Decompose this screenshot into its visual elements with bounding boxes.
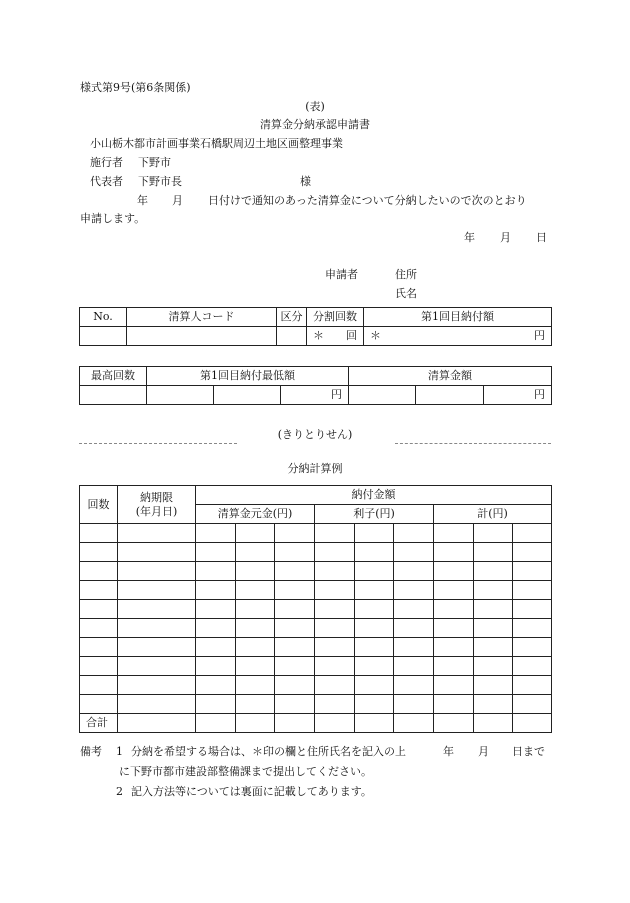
- count-cell[interactable]: [80, 562, 118, 581]
- total-amount-cell[interactable]: [355, 714, 394, 733]
- amount-cell[interactable]: [275, 657, 315, 676]
- date-month: 月: [500, 231, 511, 244]
- note-2-number: 2: [116, 785, 123, 798]
- due-date-cell[interactable]: [118, 581, 196, 600]
- amount-cell[interactable]: [474, 657, 513, 676]
- note-1-month: 月: [478, 745, 489, 758]
- count-cell[interactable]: [80, 619, 118, 638]
- total-amount-cell[interactable]: [236, 714, 275, 733]
- count-cell[interactable]: [80, 695, 118, 714]
- amount-cell[interactable]: [394, 562, 434, 581]
- due-date-cell[interactable]: [118, 619, 196, 638]
- count-cell[interactable]: [80, 581, 118, 600]
- due-date-cell[interactable]: [118, 524, 196, 543]
- applicant-label: 申請者: [325, 268, 358, 281]
- calc-row: [80, 562, 552, 581]
- amount-cell[interactable]: [275, 524, 315, 543]
- amount-cell[interactable]: [315, 695, 355, 714]
- page-title: 清算金分納承認申請書: [260, 118, 370, 131]
- amount-cell[interactable]: [434, 695, 474, 714]
- amount-cell[interactable]: [236, 638, 275, 657]
- amount-cell[interactable]: [355, 676, 394, 695]
- asterisk-mark: ＊: [313, 329, 324, 342]
- header-due-date-line1: 納期限: [140, 490, 173, 504]
- amount-cell[interactable]: [474, 543, 513, 562]
- amount-cell[interactable]: [315, 638, 355, 657]
- applicant-address-label: 住所: [395, 268, 417, 281]
- amount-cell[interactable]: [513, 638, 552, 657]
- amount-cell[interactable]: [236, 619, 275, 638]
- amount-cell[interactable]: [236, 524, 275, 543]
- amount-cell[interactable]: [474, 562, 513, 581]
- calc-row: [80, 676, 552, 695]
- total-amount-cell[interactable]: [196, 714, 236, 733]
- date-day: 日: [536, 231, 547, 244]
- amount-cell[interactable]: [355, 581, 394, 600]
- amount-cell[interactable]: [434, 638, 474, 657]
- header-total: 計(円): [434, 505, 552, 524]
- header-count: 回数: [80, 486, 118, 524]
- header-code: 清算人コード: [127, 308, 277, 327]
- count-cell[interactable]: [80, 600, 118, 619]
- amount-cell[interactable]: [196, 543, 236, 562]
- calc-row: [80, 524, 552, 543]
- amount-cell[interactable]: [513, 524, 552, 543]
- header-principal: 清算金元金(円): [196, 505, 315, 524]
- cut-line-right: [395, 443, 551, 444]
- amount-cell[interactable]: [355, 657, 394, 676]
- amount-cell[interactable]: [196, 581, 236, 600]
- cut-line-label: (きりとりせん): [277, 428, 353, 441]
- amount-cell[interactable]: [196, 676, 236, 695]
- total-amount-cell[interactable]: [434, 714, 474, 733]
- note-1-line2: に下野市都市建設部整備課まで提出してください。: [119, 765, 372, 778]
- amount-cell[interactable]: [196, 695, 236, 714]
- header-installments: 分割回数: [307, 308, 364, 327]
- amount-cell[interactable]: [434, 543, 474, 562]
- max-times-cell[interactable]: [80, 386, 147, 405]
- due-date-cell[interactable]: [118, 638, 196, 657]
- header-no: No.: [80, 308, 127, 327]
- header-due-date: [118, 486, 196, 524]
- amount-cell[interactable]: [394, 581, 434, 600]
- total-amount-cell[interactable]: [474, 714, 513, 733]
- amount-cell[interactable]: [275, 600, 315, 619]
- amount-cell[interactable]: [275, 676, 315, 695]
- amount-cell[interactable]: [196, 657, 236, 676]
- amount-cell[interactable]: [513, 562, 552, 581]
- amount-cell[interactable]: [474, 600, 513, 619]
- header-payment-amount: 納付金額: [196, 486, 552, 505]
- calc-row: [80, 638, 552, 657]
- settlement-yen-cell[interactable]: [484, 386, 552, 405]
- amount-cell[interactable]: [275, 619, 315, 638]
- amount-cell[interactable]: [513, 581, 552, 600]
- header-min-first-payment: 第1回目納付最低額: [147, 367, 349, 386]
- cut-line-left: [79, 443, 237, 444]
- due-date-cell[interactable]: [118, 543, 196, 562]
- first-payment-cell[interactable]: [364, 327, 552, 346]
- amount-cell[interactable]: [196, 619, 236, 638]
- amount-cell[interactable]: [434, 657, 474, 676]
- header-due-date-line2: (年月日): [135, 504, 178, 518]
- calc-row: [80, 600, 552, 619]
- amount-cell[interactable]: [196, 638, 236, 657]
- amount-cell[interactable]: [196, 524, 236, 543]
- amount-cell[interactable]: [513, 619, 552, 638]
- amount-cell[interactable]: [236, 600, 275, 619]
- amount-cell[interactable]: [275, 695, 315, 714]
- due-date-cell[interactable]: [118, 676, 196, 695]
- asterisk-mark: ＊: [370, 329, 381, 342]
- amount-cell[interactable]: [434, 676, 474, 695]
- total-amount-cell[interactable]: [394, 714, 434, 733]
- amount-cell[interactable]: [355, 638, 394, 657]
- due-date-cell[interactable]: [118, 600, 196, 619]
- calc-row: [80, 543, 552, 562]
- amount-cell[interactable]: [513, 657, 552, 676]
- yen-unit: 円: [534, 329, 545, 342]
- amount-cell[interactable]: [394, 695, 434, 714]
- amount-cell[interactable]: [394, 619, 434, 638]
- amount-cell[interactable]: [394, 524, 434, 543]
- total-amount-cell[interactable]: [513, 714, 552, 733]
- count-cell[interactable]: [80, 676, 118, 695]
- notice-text-line2: 申請します。: [80, 212, 146, 225]
- date-year: 年: [464, 231, 475, 244]
- calc-row: [80, 657, 552, 676]
- min-payment-digit-cell[interactable]: [147, 386, 214, 405]
- calc-row: [80, 695, 552, 714]
- times-unit: 回: [346, 329, 357, 342]
- header-first-payment: 第1回目納付額: [364, 308, 552, 327]
- amount-cell[interactable]: [355, 543, 394, 562]
- amount-cell[interactable]: [315, 562, 355, 581]
- min-payment-yen-cell[interactable]: [281, 386, 349, 405]
- no-cell[interactable]: [80, 327, 127, 346]
- amount-cell[interactable]: [513, 695, 552, 714]
- application-table: [79, 307, 552, 346]
- amount-cell[interactable]: [236, 543, 275, 562]
- amount-cell[interactable]: [275, 638, 315, 657]
- notice-month: 月: [172, 194, 183, 207]
- amount-cell[interactable]: [315, 657, 355, 676]
- representative-value: 下野市長: [138, 175, 182, 188]
- notice-text-line1: 日付けで通知のあった清算金について分納したいので次のとおり: [208, 194, 527, 207]
- amount-cell[interactable]: [513, 600, 552, 619]
- calc-example-title: 分納計算例: [287, 462, 343, 475]
- amount-cell[interactable]: [434, 581, 474, 600]
- header-max-times: 最高回数: [80, 367, 147, 386]
- header-interest: 利子(円): [315, 505, 434, 524]
- due-date-cell[interactable]: [118, 695, 196, 714]
- header-category: 区分: [277, 308, 307, 327]
- installments-cell[interactable]: [307, 327, 364, 346]
- total-amount-cell[interactable]: [315, 714, 355, 733]
- settlement-digit-cell[interactable]: [349, 386, 416, 405]
- amount-cell[interactable]: [355, 600, 394, 619]
- amount-cell[interactable]: [474, 676, 513, 695]
- amount-cell[interactable]: [236, 657, 275, 676]
- amount-cell[interactable]: [275, 543, 315, 562]
- amount-cell[interactable]: [434, 524, 474, 543]
- amount-cell[interactable]: [513, 676, 552, 695]
- total-due-cell[interactable]: [118, 714, 196, 733]
- amount-cell[interactable]: [394, 638, 434, 657]
- amount-cell[interactable]: [236, 676, 275, 695]
- calc-example-table: [79, 485, 552, 733]
- amount-cell[interactable]: [394, 657, 434, 676]
- amount-cell[interactable]: [355, 562, 394, 581]
- amount-cell[interactable]: [315, 676, 355, 695]
- settlement-digit-cell[interactable]: [416, 386, 484, 405]
- amount-cell[interactable]: [236, 581, 275, 600]
- amount-cell[interactable]: [355, 695, 394, 714]
- enforcer-label: 施行者: [90, 156, 123, 169]
- amount-cell[interactable]: [474, 619, 513, 638]
- calc-row: [80, 619, 552, 638]
- amount-cell[interactable]: [394, 676, 434, 695]
- category-cell[interactable]: [277, 327, 307, 346]
- note-1-number: 1: [116, 745, 123, 758]
- applicant-name-label: 氏名: [395, 287, 417, 300]
- count-cell[interactable]: [80, 638, 118, 657]
- amount-cell[interactable]: [474, 581, 513, 600]
- note-1-year: 年: [443, 745, 454, 758]
- note-2-text: 記入方法等については裏面に記載してあります。: [131, 785, 372, 798]
- amount-cell[interactable]: [474, 524, 513, 543]
- note-1-day-until: 日まで: [512, 745, 545, 758]
- amount-cell[interactable]: [196, 562, 236, 581]
- enforcer-value: 下野市: [138, 156, 171, 169]
- due-date-cell[interactable]: [118, 562, 196, 581]
- amount-cell[interactable]: [275, 562, 315, 581]
- amount-cell[interactable]: [513, 543, 552, 562]
- honorific: 様: [300, 175, 311, 188]
- amount-cell[interactable]: [474, 695, 513, 714]
- amount-cell[interactable]: [196, 600, 236, 619]
- amount-cell[interactable]: [315, 581, 355, 600]
- project-name: 小山栃木都市計画事業石橋駅周辺土地区画整理事業: [90, 137, 343, 150]
- amount-cell[interactable]: [394, 600, 434, 619]
- yen-unit: 円: [331, 388, 342, 401]
- calc-row: [80, 581, 552, 600]
- calc-rows: [80, 524, 552, 714]
- amount-cell[interactable]: [474, 638, 513, 657]
- amount-cell[interactable]: [355, 619, 394, 638]
- code-cell[interactable]: [127, 327, 277, 346]
- note-1-line1: 分納を希望する場合は、＊印の欄と住所氏名を記入の上: [131, 745, 406, 758]
- count-cell[interactable]: [80, 657, 118, 676]
- representative-label: 代表者: [90, 175, 123, 188]
- amount-cell[interactable]: [315, 619, 355, 638]
- amount-cell[interactable]: [315, 543, 355, 562]
- amount-table: [79, 366, 552, 405]
- due-date-cell[interactable]: [118, 657, 196, 676]
- amount-cell[interactable]: [434, 619, 474, 638]
- side-label: (表): [305, 100, 325, 113]
- min-payment-digit-cell[interactable]: [214, 386, 281, 405]
- yen-unit: 円: [534, 388, 545, 401]
- amount-cell[interactable]: [355, 524, 394, 543]
- amount-cell[interactable]: [434, 562, 474, 581]
- count-cell[interactable]: [80, 543, 118, 562]
- notice-year: 年: [137, 194, 148, 207]
- notes-label: 備考: [80, 745, 102, 758]
- form-number: 様式第9号(第6条関係): [80, 81, 191, 94]
- amount-cell[interactable]: [275, 581, 315, 600]
- amount-cell[interactable]: [236, 695, 275, 714]
- amount-cell[interactable]: [315, 524, 355, 543]
- amount-cell[interactable]: [434, 600, 474, 619]
- amount-cell[interactable]: [236, 562, 275, 581]
- header-settlement-amount: 清算金額: [349, 367, 552, 386]
- amount-cell[interactable]: [394, 543, 434, 562]
- total-amount-cell[interactable]: [275, 714, 315, 733]
- count-cell[interactable]: [80, 524, 118, 543]
- total-row-label: 合計: [80, 714, 118, 733]
- amount-cell[interactable]: [315, 600, 355, 619]
